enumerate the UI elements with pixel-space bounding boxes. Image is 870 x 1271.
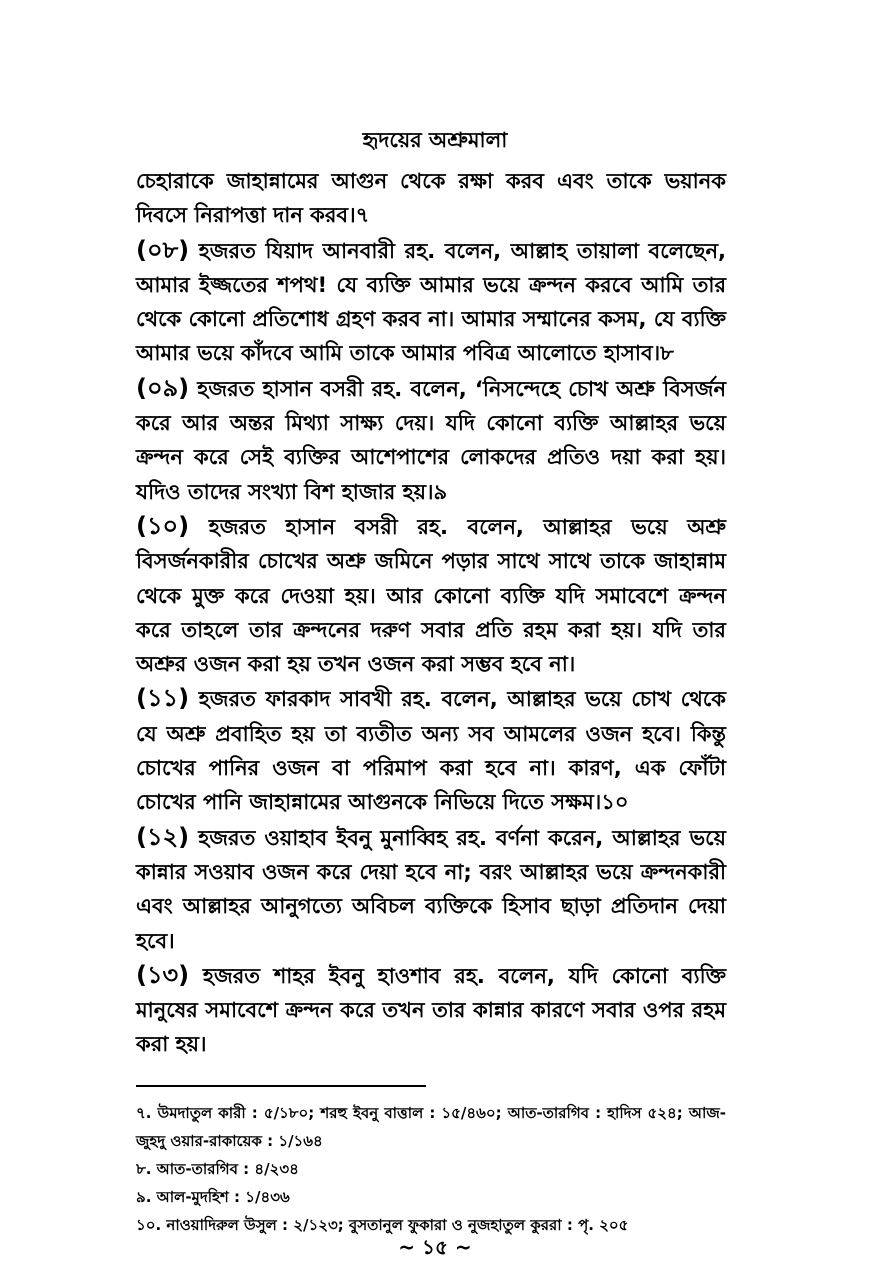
running-header: হৃদয়ের অশ্রুমালা [362, 128, 508, 152]
paragraph-number: (০৯) [136, 373, 190, 402]
paragraph-number: (০৮) [136, 235, 190, 264]
paragraph-text: হজরত হাসান বসরী রহ. বলেন, ‘নিসন্দেহে চোখ অশ্রু বিসর্জন করে আর অন্তর মিথ্যা সাক্ষ্য দেয়। যদি কোনো ব্যক্তি আল্লাহর ভয়ে ক্রন্দন করে সেই ব্যক্তির আশেপাশের লোকদের প্রতিও দয়া করা হয়। যদিও তাদের সংখ্যা বিশ হাজার হয়।৯ [136, 376, 726, 504]
footnote-9: ৯. আল-মুদহিশ : ১/৪৩৬ [136, 1188, 290, 1206]
paragraph-10 [136, 509, 726, 681]
paragraph-text: চেহারাকে জাহান্নামের আগুন থেকে রক্ষা করব এবং তাকে ভয়ানক দিবসে নিরাপত্তা দান করব।৭ [136, 169, 726, 228]
paragraph-continuation [136, 164, 726, 233]
paragraph-13 [136, 958, 726, 1062]
footnote-8: ৮. আত-তারগিব : ৪/২৩৪ [136, 1160, 299, 1178]
paragraph-12 [136, 820, 726, 958]
body-text [136, 164, 726, 1062]
paragraph-text: হজরত ফারকাদ সাবখী রহ. বলেন, আল্লাহর ভয়ে চোখ থেকে যে অশ্রু প্রবাহিত হয় তা ব্যতীত অন্য সব আমলের ওজন হবে। কিন্তু চোখের পানির ওজন বা পরিমাপ করা হবে না। কারণ, এক ফোঁটা চোখের পানি জাহান্নামের আগুনকে নিভিয়ে দিতে সক্ষম।১০ [136, 687, 726, 815]
page-number: ~ ১৫ ~ [398, 1235, 472, 1259]
paragraph-number: (১০) [136, 511, 190, 540]
paragraph-09 [136, 371, 726, 509]
paragraph-08 [136, 233, 726, 371]
paragraph-text: হজরত শাহর ইবনু হাওশাব রহ. বলেন, যদি কোনো ব্যক্তি মানুষের সমাবেশে ক্রন্দন করে তখন তার কান্নার কারণে সবার ওপর রহম করা হয়। [136, 963, 726, 1057]
paragraph-number: (১১) [136, 684, 190, 713]
paragraph-number: (১৩) [136, 960, 190, 989]
paragraph-11 [136, 681, 726, 819]
paragraph-text: হজরত হাসান বসরী রহ. বলেন, আল্লাহর ভয়ে অশ্রু বিসর্জনকারীর চোখের অশ্রু জমিনে পড়ার সাথে সাথে তাকে জাহান্নাম থেকে মুক্ত করে দেওয়া হয়। আর কোনো ব্যক্তি যদি সমাবেশে ক্রন্দন করে তাহলে তার ক্রন্দনের দরুণ সবার প্রতি রহম করা হয়। যদি তার অশ্রুর ওজন করা হয় তখন ওজন করা সম্ভব হবে না। [136, 514, 726, 677]
paragraph-text: হজরত যিয়াদ আনবারী রহ. বলেন, আল্লাহ তায়ালা বলেছেন, আমার ইজ্জতের শপথ! যে ব্যক্তি আমার ভয়ে ক্রন্দন করবে আমি তার থেকে কোনো প্রতিশোধ গ্রহণ করব না। আমার সম্মানের কসম, যে ব্যক্তি আমার ভয়ে কাঁদবে আমি তাকে আমার পবিত্র আলোতে হাসাব।৮ [136, 238, 726, 366]
footnote-7: ৭. উমদাতুল কারী : ৫/১৮০; শরহু ইবনু বাত্তাল : ১৫/৪৬০; আত-তারগিব : হাদিস ৫২৪; আজ-জুহদু ওয়ার-রাকায়েক : ১/১৬৪ [136, 1104, 726, 1150]
footnotes [136, 1099, 726, 1239]
paragraph-number: (১২) [136, 822, 190, 851]
footnote-separator [136, 1085, 426, 1087]
paragraph-text: হজরত ওয়াহাব ইবনু মুনাব্বিহ রহ. বর্ণনা করেন, আল্লাহর ভয়ে কান্নার সওয়াব ওজন করে দেয়া হবে না; বরং আল্লাহর ভয়ে ক্রন্দনকারী এবং আল্লাহর আনুগত্যে অবিচল ব্যক্তিকে হিসাব ছাড়া প্রতিদান দেয়া হবে। [136, 825, 726, 953]
footnote-10: ১০. নাওয়াদিরুল উসুল : ২/১২৩; বুসতানুল ফুকারা ও নুজহাতুল কুররা : পৃ. ২০৫ [136, 1216, 629, 1234]
